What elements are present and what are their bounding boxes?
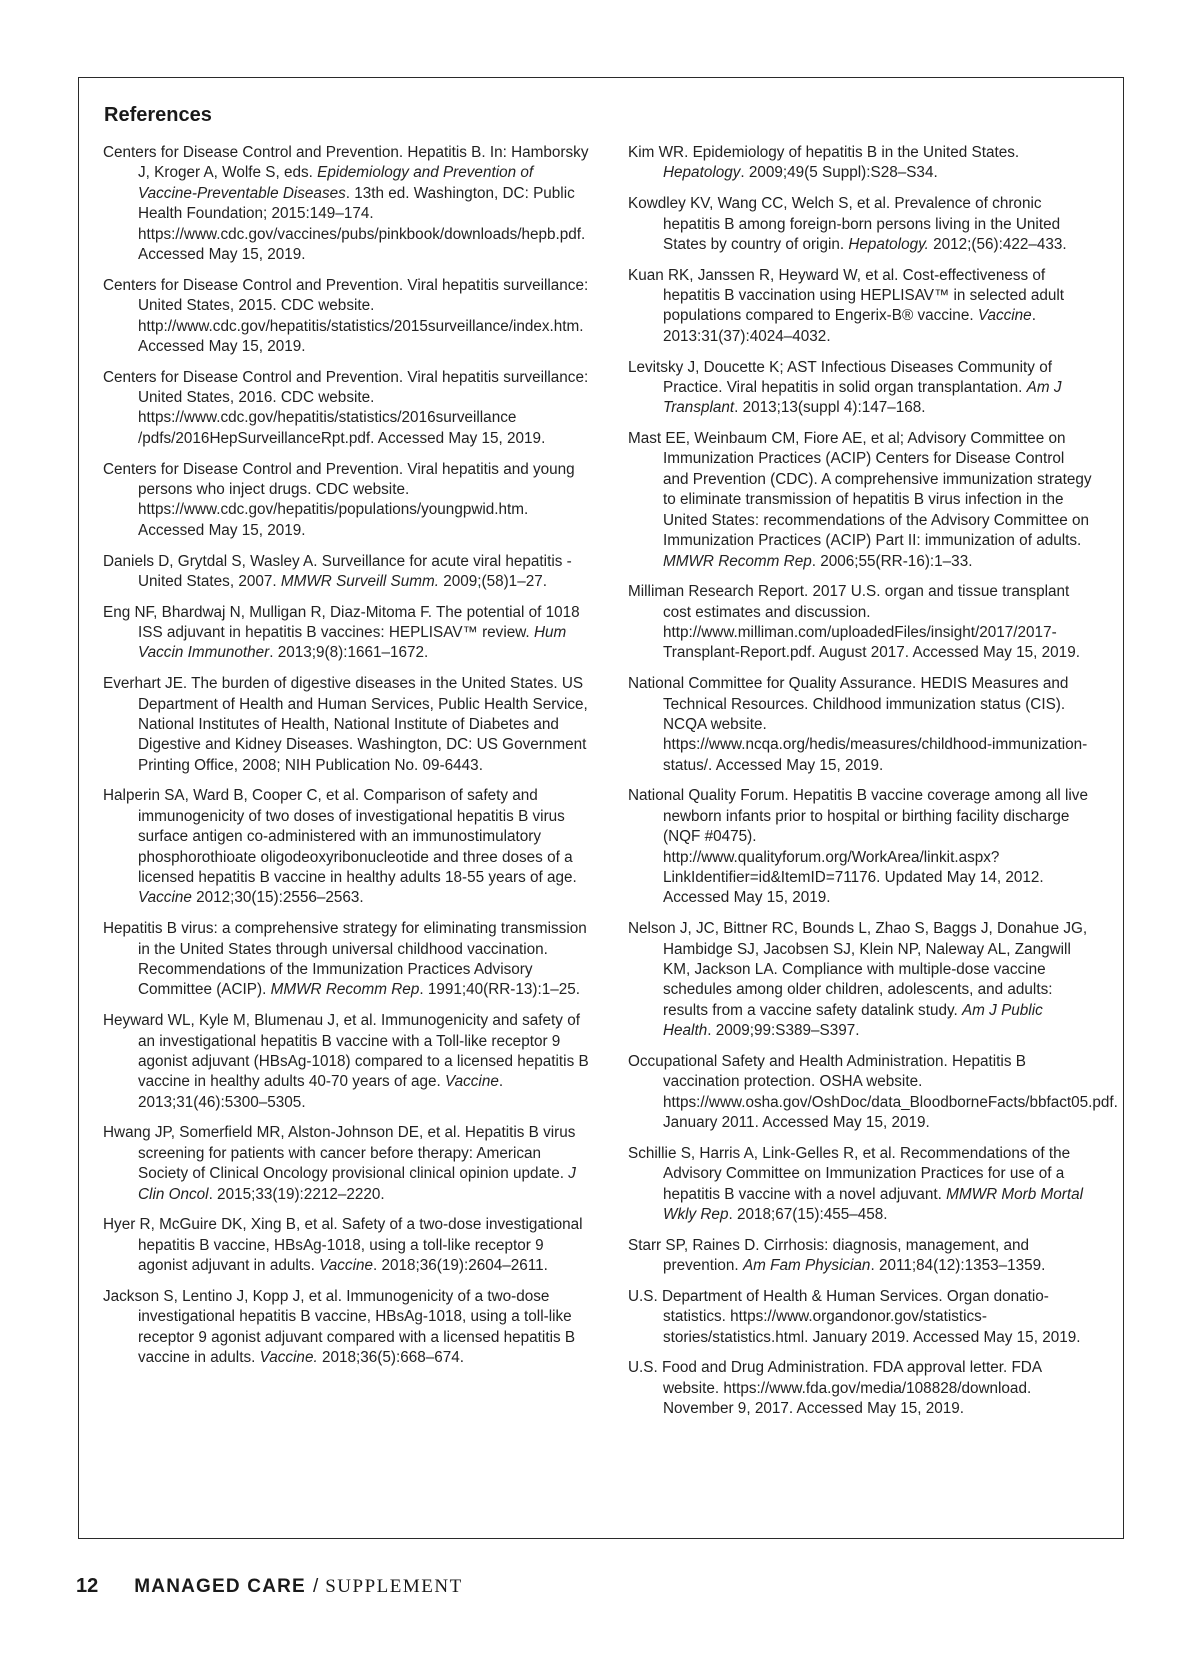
reference-text: Hepatitis B virus: a comprehensive strategy for eliminating transmission in the United States through universal childhood vaccination. Recommendations of the Immunization Practices Advisory Committee (ACIP). <box>103 920 587 999</box>
references-box <box>78 77 1124 1539</box>
reference-entry <box>628 674 1094 776</box>
reference-entry <box>628 1052 1118 1134</box>
reference-entry <box>628 429 1094 572</box>
reference-journal: Am J Transplant <box>663 378 1062 417</box>
reference-journal: Vaccine <box>977 307 1032 325</box>
reference-text: 2018;36(5):668–674. <box>317 1349 464 1367</box>
reference-entry <box>628 266 1094 348</box>
reference-text: Kim WR. Epidemiology of hepatitis B in the United States. <box>628 144 1020 161</box>
reference-text: . 2013;9(8):1661–1672. <box>269 644 429 662</box>
reference-entry <box>103 1215 593 1276</box>
reference-text: . 2011;84(12):1353–1359. <box>870 1257 1046 1275</box>
reference-text: Schillie S, Harris A, Link-Gelles R, et al. Recommendations of the Advisory Committee on Immunization Practices for use of a hepatitis B vaccine with a novel adjuvant. <box>628 1144 1071 1203</box>
reference-journal: J Clin Oncol <box>138 1165 576 1203</box>
reference-entry <box>103 276 593 358</box>
reference-entry <box>628 1144 1094 1226</box>
reference-entry <box>103 786 593 908</box>
reference-entry <box>103 674 593 776</box>
reference-text: . 13th ed. Washington, DC: Public Health Foundation; 2015:149–174. https://www.cdc.gov/vaccines/pubs/pinkbook/downloads/hepb.pdf. Accessed May 15, 2019. <box>138 184 586 264</box>
reference-text: Kowdley KV, Wang CC, Welch S, et al. Prevalence of chronic hepatitis B among foreign-born persons living in the United States by country of origin. <box>628 195 1061 253</box>
reference-text: Eng NF, Bhardwaj N, Mulligan R, Diaz-Mitoma F. The potential of 1018 ISS adjuvant in hepatitis B vaccines: HEPLISAV™ review. <box>103 603 580 642</box>
reference-text: U.S. Food and Drug Administration. FDA approval letter. FDA website. https://www.fda.gov/media/108828/download. November 9, 2017. Accessed May 15, 2019. <box>628 1359 1042 1418</box>
reference-text: 2012;(56):422–433. <box>928 235 1067 253</box>
reference-journal: Vaccine <box>319 1257 373 1275</box>
reference-entry <box>628 1358 1094 1419</box>
reference-entry <box>103 460 593 542</box>
reference-entry <box>628 582 1094 664</box>
reference-text: Centers for Disease Control and Prevention. Viral hepatitis surveillance: United States, 2016. CDC website. https://www.cdc.gov/hepatitis/statistics/2016surveillance /pdfs/2016HepSurveillanceRpt.pdf. Accessed May 15, 2019. <box>103 368 589 447</box>
reference-entry <box>628 1287 1094 1348</box>
reference-journal: MMWR Recomm Rep <box>663 552 812 570</box>
reference-text: Hwang JP, Somerfield MR, Alston-Johnson DE, et al. Hepatitis B virus screening for patients with cancer before therapy: American Society of Clinical Oncology provisional clinical opinion update. <box>103 1124 576 1183</box>
reference-text: Daniels D, Grytdal S, Wasley A. Surveillance for acute viral hepatitis - United States, 2007. <box>103 552 572 590</box>
reference-journal: Epidemiology and Prevention of Vaccine-Preventable Diseases <box>138 164 534 202</box>
reference-journal: MMWR Recomm Rep <box>270 981 420 999</box>
reference-text: Mast EE, Weinbaum CM, Fiore AE, et al; Advisory Committee on Immunization Practices (ACIP) Centers for Disease Control and Prevention (CDC). A comprehensive immunization strategy to eliminate transmission of hepatitis B virus infection in the United States: recommendations of the Advisory Committee on Immunization Practices (ACIP) Part II: immunization of adults. <box>628 430 1092 550</box>
reference-text: U.S. Department of Health & Human Services. Organ donatio- statistics. https://www.organdonor.gov/statistics-stories/statistics.html. January 2019. Accessed May 15, 2019. <box>628 1287 1081 1346</box>
reference-text: . 2013;31(46):5300–5305. <box>138 1073 504 1111</box>
reference-text: Heyward WL, Kyle M, Blumenau J, et al. Immunogenicity and safety of an investigational hepatitis B vaccine with a Toll-like receptor 9 agonist adjuvant (HBsAg-1018) compared to a licensed hepatitis B vaccine in healthy adults 40-70 years of age. <box>103 1012 589 1091</box>
reference-text: Centers for Disease Control and Prevention. Viral hepatitis surveillance: United States, 2015. CDC website. http://www.cdc.gov/hepatitis/statistics/2015surveillance/index.htm. Accessed May 15, 2019. <box>103 276 589 355</box>
reference-text: . 2013;13(suppl 4):147–168. <box>734 399 926 417</box>
reference-text: 2012;30(15):2556–2563. <box>191 889 364 907</box>
reference-text: . 2006;55(RR-16):1–33. <box>811 552 973 570</box>
reference-text: Nelson J, JC, Bittner RC, Bounds L, Zhao S, Baggs J, Donahue JG, Hambidge SJ, Jacobsen SJ, Klein NP, Naleway AL, Zangwill KM, Jackson LA. Compliance with multiple-dose vaccine schedules among older children, adolescents, and adults: results from a vaccine safety datalink study. <box>628 920 1088 1019</box>
references-column-right <box>628 143 1118 1430</box>
reference-journal: Hum Vaccin Immunother <box>138 624 567 662</box>
reference-text: Everhart JE. The burden of digestive diseases in the United States. US Department of Health and Human Services, Public Health Service, National Institutes of Health, National Institute of Diabetes and Digestive and Kidney Diseases. Washington, DC: US Government Printing Office, 2008; NIH Publication No. 09-6443. <box>103 675 588 774</box>
reference-text: . 2018;36(19):2604–2611. <box>373 1257 548 1275</box>
reference-text: Centers for Disease Control and Prevention. Hepatitis B. In: Hamborsky J, Kroger A, Wolfe S, eds. <box>103 144 589 182</box>
reference-entry <box>628 194 1094 255</box>
reference-text: . 2009;99:S389–S397. <box>707 1022 860 1040</box>
references-column-left <box>103 143 593 1379</box>
reference-entry <box>103 1123 593 1205</box>
reference-journal: Am J Public Health <box>663 1001 1043 1040</box>
reference-entry <box>628 919 1094 1041</box>
reference-text: Jackson S, Lentino J, Kopp J, et al. Immunogenicity of a two-dose investigational hepatitis B vaccine, HBsAg-1018, using a toll-like receptor 9 agonist adjuvant compared with a licensed hepatitis B vaccine in adults. <box>103 1287 576 1367</box>
reference-entry <box>103 919 593 1001</box>
reference-entry <box>628 143 1094 184</box>
references-heading: References <box>104 104 212 126</box>
reference-journal: MMWR Surveill Summ. <box>280 572 439 590</box>
footer-separator: / <box>312 1576 319 1597</box>
reference-journal: Hepatology. <box>848 235 929 253</box>
reference-entry <box>103 143 593 265</box>
reference-journal: Hepatology <box>663 164 741 182</box>
publication-name: MANAGED CARE <box>134 1576 306 1597</box>
reference-text: Levitsky J, Doucette K; AST Infectious Diseases Community of Practice. Viral hepatitis in solid organ transplantation. <box>628 358 1052 396</box>
reference-entry <box>103 368 593 450</box>
reference-entry <box>628 1236 1094 1277</box>
reference-text: . 2009;49(5 Suppl):S28–S34. <box>740 164 938 182</box>
reference-text: Kuan RK, Janssen R, Heyward W, et al. Cost-effectiveness of hepatitis B vaccination using HEPLISAV™ in selected adult populations compared to Engerix-B® vaccine. <box>628 266 1065 325</box>
reference-entry <box>103 603 593 664</box>
reference-journal: Vaccine. <box>259 1349 318 1367</box>
reference-journal: Vaccine <box>444 1073 499 1091</box>
reference-entry <box>103 552 593 593</box>
reference-entry <box>628 358 1094 419</box>
reference-text: Starr SP, Raines D. Cirrhosis: diagnosis, management, and prevention. <box>628 1236 1030 1275</box>
reference-text: National Quality Forum. Hepatitis B vaccine coverage among all live newborn infants prior to hospital or birthing facility discharge (NQF #0475). http://www.qualityforum.org/WorkArea/linkit.aspx?LinkIdentifier=id&ItemID=71176. Updated May 14, 2012. Accessed May 15, 2019. <box>628 787 1088 907</box>
reference-text: . 2018;67(15):455–458. <box>728 1206 888 1224</box>
reference-entry <box>628 786 1094 908</box>
reference-entry <box>103 1287 593 1369</box>
reference-text: Occupational Safety and Health Administration. Hepatitis B vaccination protection. OSHA website. https://www.osha.gov/OshDoc/data_BloodborneFacts/bbfact05.pdf. January 2011. Accessed May 15, 2019. <box>628 1052 1118 1132</box>
reference-journal: Vaccine <box>138 889 192 907</box>
reference-text: Centers for Disease Control and Prevention. Viral hepatitis and young persons who inject drugs. CDC website. https://www.cdc.gov/hepatitis/populations/youngpwid.htm. Accessed May 15, 2019. <box>103 460 575 539</box>
reference-text: National Committee for Quality Assurance. HEDIS Measures and Technical Resources. Childhood immunization status (CIS). NCQA website. https://www.ncqa.org/hedis/measures/childhood-immunization-status/. Accessed May 15, 2019. <box>628 675 1088 774</box>
page-number: 12 <box>76 1575 99 1597</box>
reference-text: Hyer R, McGuire DK, Xing B, et al. Safety of a two-dose investigational hepatitis B vaccine, HBsAg-1018, using a toll-like receptor 9 agonist adjuvant in adults. <box>103 1216 583 1275</box>
reference-text: . 1991;40(RR-13):1–25. <box>419 981 581 999</box>
section-name: SUPPLEMENT <box>325 1576 463 1597</box>
reference-journal: MMWR Morb Mortal Wkly Rep <box>663 1185 1083 1224</box>
reference-text: Halperin SA, Ward B, Cooper C, et al. Comparison of safety and immunogenicity of two doses of investigational hepatitis B virus surface antigen co-administered with an immunostimulatory phosphorothioate oligodeoxyribonucleotide and three doses of a licensed hepatitis B vaccine in healthy adults 18-55 years of age. <box>103 787 577 887</box>
reference-text: . 2015;33(19):2212–2220. <box>208 1185 385 1203</box>
reference-text: 2009;(58)1–27. <box>438 572 547 590</box>
reference-text: Milliman Research Report. 2017 U.S. organ and tissue transplant cost estimates and discussion. http://www.milliman.com/uploadedFiles/insight/2017/2017-Transplant-Report.pdf. August 2017. Accessed May 15, 2019. <box>628 583 1080 662</box>
reference-journal: Am Fam Physician <box>742 1257 871 1275</box>
page-footer <box>76 1575 463 1598</box>
reference-entry <box>103 1011 593 1113</box>
reference-text: . 2013:31(37):4024–4032. <box>663 307 1036 345</box>
